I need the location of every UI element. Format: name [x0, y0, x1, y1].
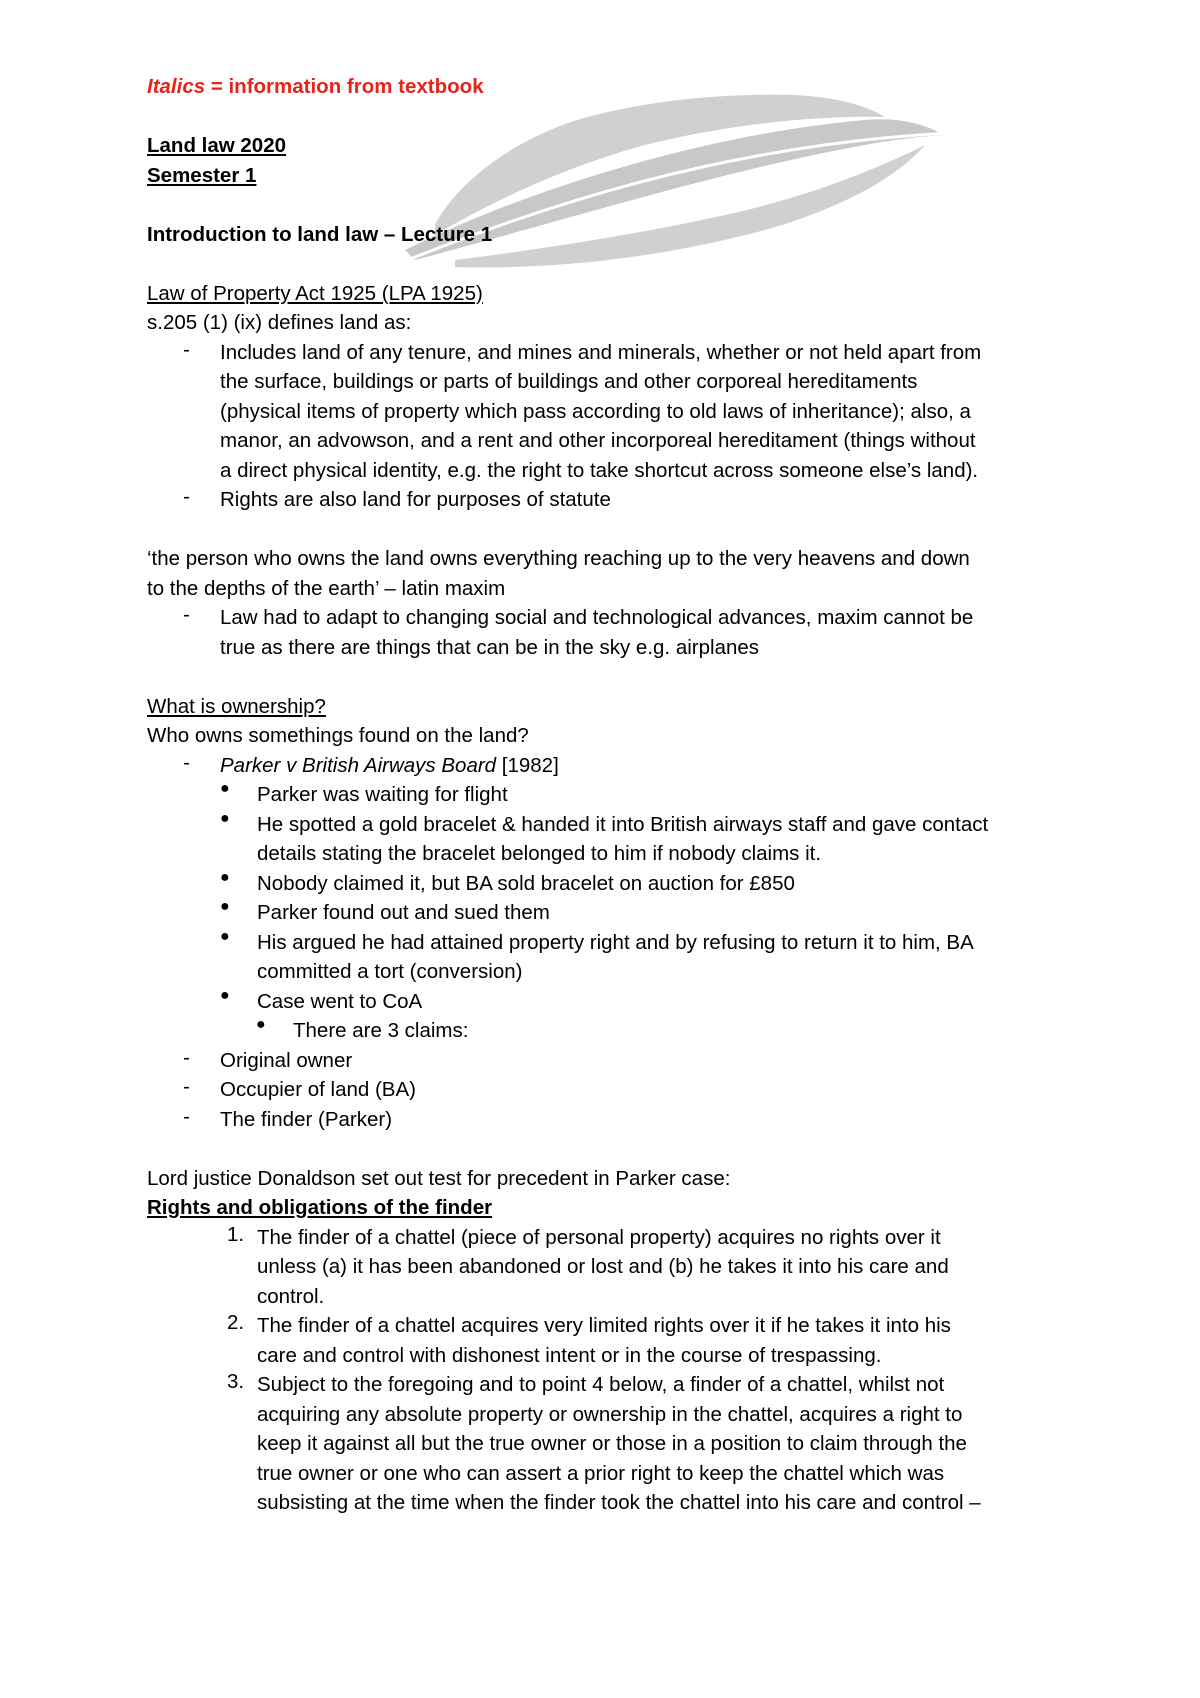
course-title: Land law 2020: [147, 134, 287, 157]
lpa-intro: s.205 (1) (ix) defines land as:: [147, 311, 412, 334]
dash-marker: -: [183, 603, 190, 626]
ownership-question: Who owns somethings found on the land?: [147, 724, 529, 747]
lpa-heading: Law of Property Act 1925 (LPA 1925): [147, 281, 483, 305]
number-marker: 3.: [227, 1370, 245, 1393]
numbered-item: 2. The finder of a chattel acquires very limited rights over it if he takes it into his care and control with dishonest intent or in the course of trespassing.: [227, 1311, 951, 1367]
case-year: [1982]: [496, 753, 559, 777]
list-item: ● He spotted a gold bracelet & handed it into British airways staff and gave contact details stating the bracelet belonged to him if nobody claims it.: [220, 809, 989, 865]
bullet-marker: ●: [256, 1016, 266, 1033]
sub-list-item: ● There are 3 claims:: [256, 1016, 469, 1042]
maxim-line-2: to the depths of the earth’ – latin maxim: [147, 576, 506, 600]
dash-marker: -: [183, 485, 190, 508]
bullet-marker: ●: [220, 927, 230, 945]
case-name: Parker v British Airways Board: [220, 753, 497, 777]
list-item: ● Nobody claimed it, but BA sold bracelet on auction for £850: [220, 868, 795, 895]
numbered-item: 3. Subject to the foregoing and to point 4 below, a finder of a chattel, whilst not acquiring any absolute property or ownership in the chattel, acquires a right to keep it against all but the true owner or those in a position to claim through the true owner or one who can assert a prior right to keep the chattel which was subsisting at the time when the finder took the chattel into his care and control –: [227, 1370, 981, 1514]
semester-title: Semester 1: [147, 163, 257, 187]
dash-marker: -: [183, 1075, 190, 1098]
claim-item: - The finder (Parker): [183, 1104, 393, 1131]
bullet-marker: ●: [220, 780, 230, 797]
bullet-marker: ●: [220, 809, 230, 827]
number-marker: 1.: [227, 1222, 245, 1246]
list-item: ● His argued he had attained property right and by refusing to return it to him, BA committed a tort (conversion): [220, 927, 974, 983]
legend-text: = information from textbook: [205, 75, 484, 98]
lecture-heading: Introduction to land law – Lecture 1: [147, 222, 493, 246]
claim-item: - Occupier of land (BA): [183, 1075, 416, 1101]
list-item: ● Parker was waiting for flight: [220, 780, 508, 806]
numbered-item: 1. The finder of a chattel (piece of personal property) acquires no rights over it unless (a) it has been abandoned or lost and (b) he takes it into his care and control.: [227, 1222, 949, 1308]
list-item: - Rights are also land for purposes of statute: [183, 485, 611, 511]
finder-rights-heading: Rights and obligations of the finder: [147, 1196, 493, 1219]
ownership-heading: What is ownership?: [147, 694, 326, 718]
number-marker: 2.: [227, 1311, 245, 1334]
claim-item: - Original owner: [183, 1045, 353, 1072]
list-item: ● Case went to CoA: [220, 986, 423, 1013]
bullet-marker: ●: [220, 898, 230, 915]
dash-marker: -: [183, 1104, 190, 1128]
dash-marker: -: [183, 337, 190, 361]
list-item: ● Parker found out and sued them: [220, 898, 550, 924]
dash-marker: -: [183, 750, 190, 774]
document-body: [147, 72, 1077, 1518]
list-item: - Includes land of any tenure, and mines and minerals, whether or not held apart from the surface, buildings or parts of buildings and other corporeal hereditaments (physical items of property which pass according to old laws of inheritance); also, a manor, an advowson, and a rent and other incorporeal hereditament (things without a direct physical identity, e.g. the right to take shortcut across someone else’s land).: [183, 337, 982, 482]
legend-italics: Italics: [147, 75, 206, 98]
list-item: - Law had to adapt to changing social and technological advances, maxim cannot be true as there are things that can be in the sky e.g. airplanes: [183, 603, 974, 659]
bullet-marker: ●: [220, 986, 230, 1004]
donaldson-intro: Lord justice Donaldson set out test for precedent in Parker case:: [147, 1166, 731, 1190]
bullet-marker: ●: [220, 868, 230, 886]
legend-line: [147, 72, 1077, 102]
maxim-line-1: ‘the person who owns the land owns everything reaching up to the very heavens and down: [147, 547, 970, 570]
case-item: [147, 751, 1077, 781]
dash-marker: -: [183, 1045, 190, 1069]
